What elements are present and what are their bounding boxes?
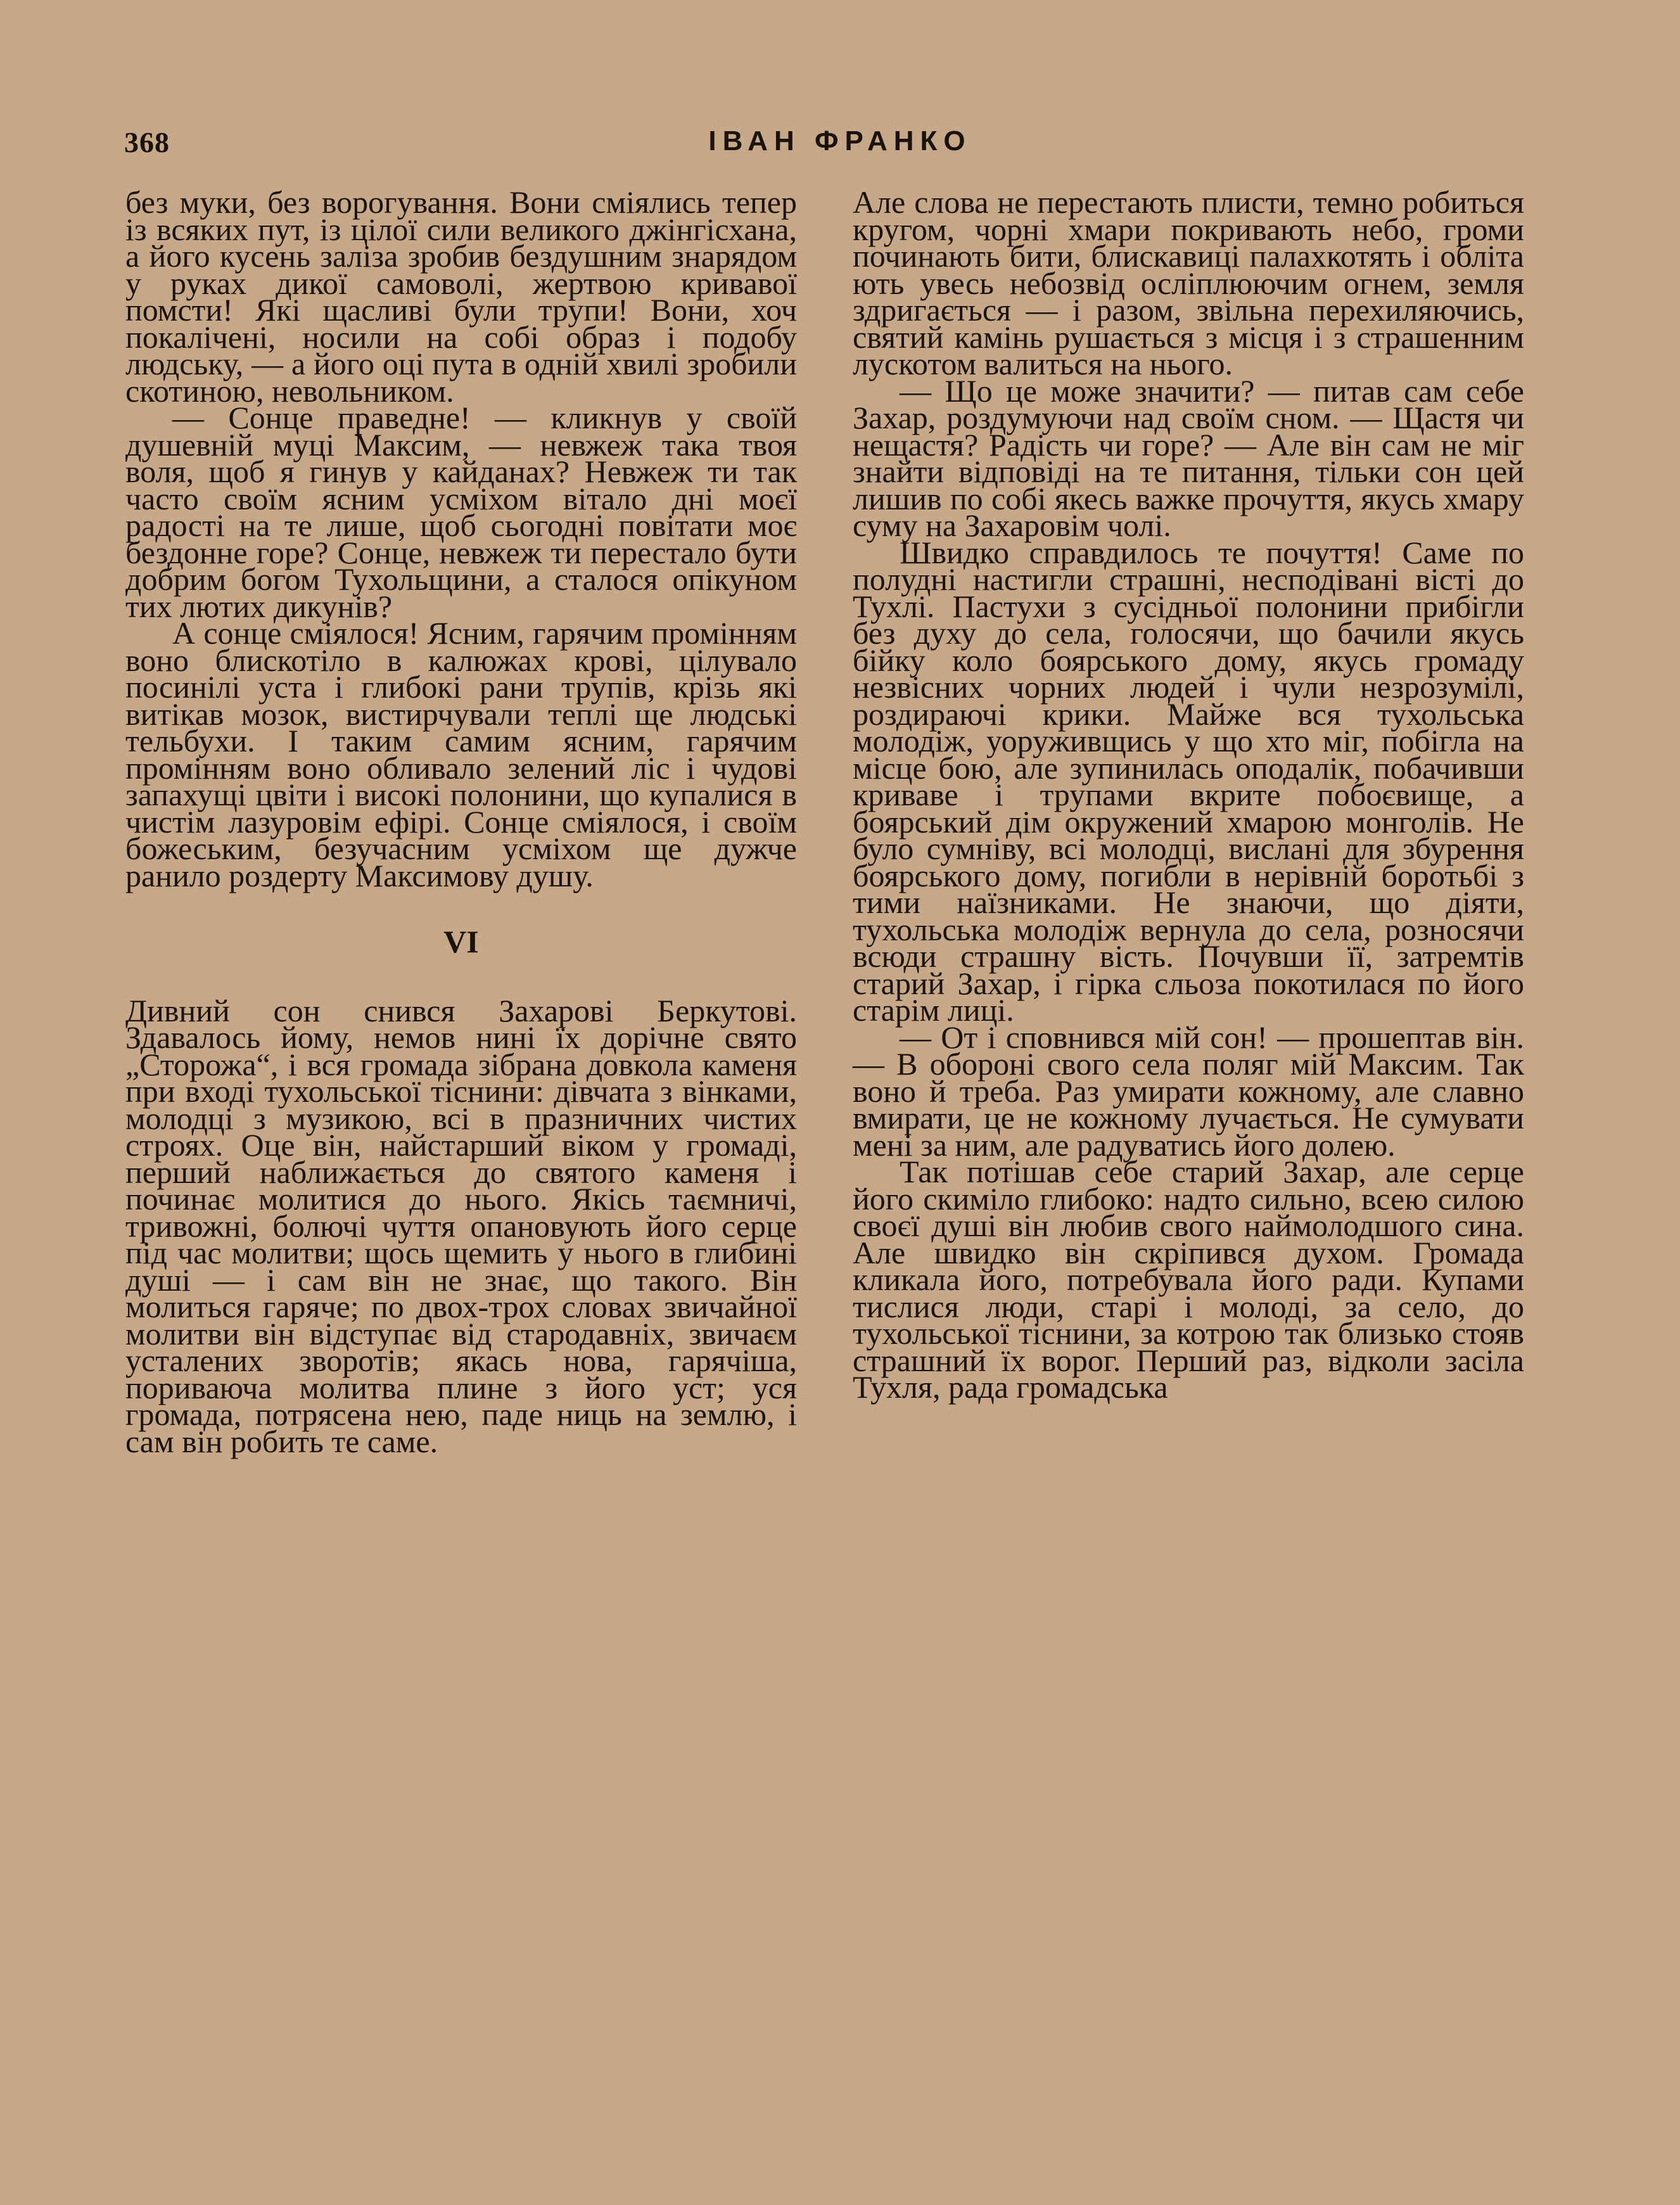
paragraph: — Сонце праведне! — кликнув у своїй душевній муці Максим, — невжеж така твоя воля, щоб я гинув у кайданах? Невжеж ти так часто своїм ясним усміхом вітало дні моєї радості на те лише, щоб сьогодні повітати моє бездонне горе? Сонце, невжеж ти перестало бути добрим богом Тухольщини, а сталося опікуном тих лютих дикунів? (125, 400, 797, 624)
right-column (853, 184, 1524, 1405)
paragraph: — От і сповнився мій сон! — прошептав він. — В обороні свого села поляг мій Максим. Так воно й треба. Раз умирати кожному, але славно вмирати, це не кожному лучається. Не сумувати мені за ним, але радуватись його долею. (853, 1019, 1524, 1163)
left-column (125, 184, 797, 1459)
paragraph: — Що це може значити? — питав сам себе Захар, роздумуючи над своїм сном. — Щастя чи нещастя? Радість чи горе? — Але він сам не міг знайти відповіді на те питання, тільки сон цей лишив по собі якесь важке прочуття, якусь хмару суму на Захаровім чолі. (853, 373, 1524, 543)
section-number: VI (443, 924, 479, 959)
paragraph: А сонце сміялося! Ясним, гарячим промінням воно блискотіло в калюжах крові, цілувало посинілі уста і глибокі рани трупів, крізь які витікав мозок, вистирчували теплі ще людські тельбухи. І таким самим ясним, гарячим промінням воно обливало зелений ліс і чудові запахущі цвіти і високі полонини, що купалися в чистім лазуровім ефірі. Сонце сміялося, і своїм божеським, безучасним усміхом ще дужче ранило роздерту Максимову душу. (125, 615, 797, 893)
paragraph: без муки, без ворогування. Вони сміялись тепер із всяких пут, із цілої сили великого джінгісхана, а його кусень заліза зробив бездушним знарядом у руках дикої самоволі, жертвою кривавої помсти! Які щасливі були трупи! Вони, хоч покалічені, носили на собі образ і подобу людську, — а його оці пута в одній хвилі зробили скотиною, невольником. (125, 184, 797, 409)
page-number: 368 (124, 126, 170, 158)
paragraph: Дивний сон снився Захарові Беркутові. Здавалось йому, немов нині їх дорічне свято „Сторожа“, і вся громада зібрана довкола каменя при вході тухольської тіснини: дівчата з вінками, молодці з музикою, всі в празничних чистих строях. Оце він, найстарший віком у громаді, перший наближається до святого каменя і починає молитися до нього. Якісь таємничі, тривожні, болючі чуття опановують його серце під час молитви; щось щемить у нього в глибині душі — і сам він не знає, що такого. Він молиться гаряче; по двох-трох словах звичайної молитви він відступає від стародавніх, звичаєм усталених зворотів; якась нова, гарячіша, пориваюча молитва плине з його уст; уся громада, потрясена нею, паде ниць на землю, і сам він робить те саме. (125, 992, 797, 1459)
paragraph: Так потішав себе старий Захар, але серце його скиміло глибоко: надто сильно, всею силою своєї душі він любив свого наймолодшого сина. Але швидко він скріпився духом. Громада кликала його, потребувала його ради. Купами тислися люди, старі і молоді, за село, до тухольської тіснини, за котрою так близько стояв страшний їх ворог. Перший раз, відколи засіла Тухля, рада громадська (853, 1154, 1524, 1405)
running-title: ІВАН ФРАНКО (708, 125, 972, 157)
paragraph: Але слова не перестають плисти, темно робиться кругом, чорні хмари покривають небо, громи починають бити, блискавиці палахкотять і обліта ють увесь небозвід осліплюючим огнем, земля здригається — і разом, звільна перехиляючись, святий камінь рушається з місця і з страшенним лускотом валиться на нього. (853, 184, 1524, 381)
paragraph: Швидко справдилось те почуття! Саме по полудні настигли страшні, несподівані вісті до Тухлі. Пастухи з сусідньої полонини прибігли без духу до села, голосячи, що бачили якусь бійку коло боярського дому, якусь громаду незвісних чорних людей і чули незрозумілі, роздираючі крики. Майже вся тухольська молодіж, уоруживщись у що хто міг, побігла на місце бою, але зупинилась оподалік, побачивши криваве і трупами вкрите побоєвище, а боярський дім окружений хмарою монголів. Не було сумніву, всі молодці, вислані для збурення боярського дому, погибли в нерівній боротьбі з тими наїзниками. Не знаючи, що діяти, тухольська молодіж вернула до села, розносячи всюди страшну вість. Почувши її, затремтів старий Захар, і гірка сльоза покотилася по його старім лиці. (853, 534, 1524, 1028)
